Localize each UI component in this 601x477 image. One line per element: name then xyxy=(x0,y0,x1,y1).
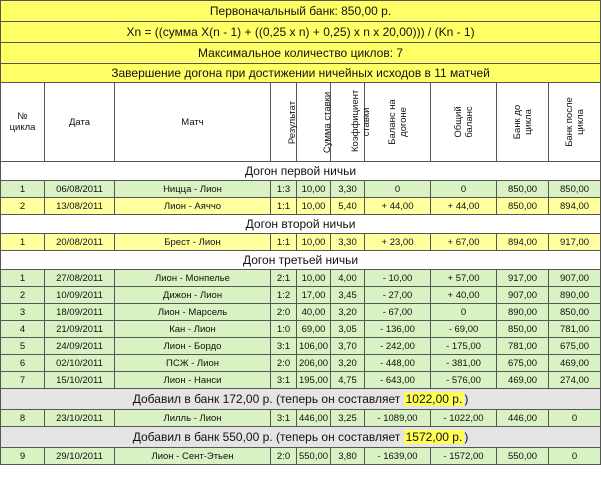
cell-date: 02/10/2011 xyxy=(45,355,115,372)
cell-result: 1:2 xyxy=(271,287,297,304)
cell-result: 2:0 xyxy=(271,448,297,465)
cell-balance-total: - 1022,00 xyxy=(431,410,497,427)
section-third-draw: Догон третьей ничьи xyxy=(1,251,601,270)
cell-bank-before: 850,00 xyxy=(497,321,549,338)
cell-stake: 206,00 xyxy=(297,355,331,372)
table-row xyxy=(1,410,601,427)
section-first-draw: Догон первой ничьи xyxy=(1,162,601,181)
cell-num: 1 xyxy=(1,234,45,251)
cell-result: 1:1 xyxy=(271,234,297,251)
cell-stake: 10,00 xyxy=(297,181,331,198)
bank-top-up-1: Добавил в банк 172,00 р. (теперь он составляет 1022,00 р. ) xyxy=(1,389,601,410)
cell-balance-chase: - 643,00 xyxy=(365,372,431,389)
cell-stake: 550,00 xyxy=(297,448,331,465)
cell-bank-before: 781,00 xyxy=(497,338,549,355)
cell-match: Ницца - Лион xyxy=(115,181,271,198)
cell-stake: 69,00 xyxy=(297,321,331,338)
bank-top-up-2: Добавил в банк 550,00 р. (теперь он составляет 1572,00 р. ) xyxy=(1,427,601,448)
cell-bank-before: 907,00 xyxy=(497,287,549,304)
col-result: Результат xyxy=(271,83,297,162)
cell-bank-before: 469,00 xyxy=(497,372,549,389)
cell-coef: 3,05 xyxy=(331,321,365,338)
cell-match: Лион - Монпелье xyxy=(115,270,271,287)
cell-num: 1 xyxy=(1,270,45,287)
table-row xyxy=(1,338,601,355)
cell-num: 7 xyxy=(1,372,45,389)
cell-coef: 3,20 xyxy=(331,355,365,372)
cell-match: Лион - Нанси xyxy=(115,372,271,389)
table-row xyxy=(1,198,601,215)
cell-coef: 4,00 xyxy=(331,270,365,287)
cell-balance-total: + 67,00 xyxy=(431,234,497,251)
cell-date: 13/08/2011 xyxy=(45,198,115,215)
cell-result: 3:1 xyxy=(271,372,297,389)
formula-line: Xn = ((сумма X(n - 1) + ((0,25 x n) + 0,25) x n x 20,00))) / (Kn - 1) xyxy=(1,22,601,43)
cell-date: 10/09/2011 xyxy=(45,287,115,304)
cell-balance-total: - 1572,00 xyxy=(431,448,497,465)
cell-bank-after: 0 xyxy=(549,448,601,465)
cell-balance-chase: 0 xyxy=(365,181,431,198)
cell-date: 27/08/2011 xyxy=(45,270,115,287)
table-row xyxy=(1,234,601,251)
cell-bank-before: 894,00 xyxy=(497,234,549,251)
cell-match: Брест - Лион xyxy=(115,234,271,251)
cell-bank-before: 550,00 xyxy=(497,448,549,465)
cell-balance-chase: - 136,00 xyxy=(365,321,431,338)
table-row xyxy=(1,287,601,304)
cell-bank-after: 907,00 xyxy=(549,270,601,287)
cell-num: 2 xyxy=(1,198,45,215)
cell-match: Дижон - Лион xyxy=(115,287,271,304)
cell-result: 3:1 xyxy=(271,410,297,427)
cell-bank-before: 850,00 xyxy=(497,198,549,215)
cell-result: 1:0 xyxy=(271,321,297,338)
cell-balance-total: 0 xyxy=(431,181,497,198)
cell-balance-total: + 57,00 xyxy=(431,270,497,287)
cell-num: 4 xyxy=(1,321,45,338)
cell-date: 29/10/2011 xyxy=(45,448,115,465)
table-row xyxy=(1,321,601,338)
cell-stake: 40,00 xyxy=(297,304,331,321)
cell-bank-before: 917,00 xyxy=(497,270,549,287)
cell-bank-after: 675,00 xyxy=(549,338,601,355)
cell-result: 2:1 xyxy=(271,270,297,287)
cell-stake: 10,00 xyxy=(297,270,331,287)
cell-bank-before: 850,00 xyxy=(497,181,549,198)
cell-balance-chase: - 27,00 xyxy=(365,287,431,304)
cell-bank-after: 781,00 xyxy=(549,321,601,338)
cell-bank-after: 469,00 xyxy=(549,355,601,372)
col-cycle-number: № цикла xyxy=(1,83,45,162)
cell-balance-total: + 40,00 xyxy=(431,287,497,304)
cell-stake: 17,00 xyxy=(297,287,331,304)
cell-result: 1:1 xyxy=(271,198,297,215)
col-balance-total: Общий баланс xyxy=(431,83,497,162)
cell-bank-after: 890,00 xyxy=(549,287,601,304)
table-row xyxy=(1,448,601,465)
cell-bank-before: 675,00 xyxy=(497,355,549,372)
col-bank-before: Банк до цикла xyxy=(497,83,549,162)
cell-bank-after: 894,00 xyxy=(549,198,601,215)
new-bank-value: 1572,00 р. xyxy=(405,430,463,444)
cell-coef: 3,45 xyxy=(331,287,365,304)
cell-match: Лион - Бордо xyxy=(115,338,271,355)
cell-coef: 3,80 xyxy=(331,448,365,465)
col-balance-chase: Баланс на догоне xyxy=(365,83,431,162)
new-bank-value: 1022,00 р. xyxy=(405,392,463,406)
cell-balance-total: - 576,00 xyxy=(431,372,497,389)
cell-num: 1 xyxy=(1,181,45,198)
cell-balance-chase: - 242,00 xyxy=(365,338,431,355)
cell-match: Лион - Сент-Этьен xyxy=(115,448,271,465)
cell-num: 6 xyxy=(1,355,45,372)
cell-balance-chase: - 1639,00 xyxy=(365,448,431,465)
cell-balance-total: - 175,00 xyxy=(431,338,497,355)
col-bank-after: Банк после цикла xyxy=(549,83,601,162)
cell-date: 23/10/2011 xyxy=(45,410,115,427)
cell-coef: 4,75 xyxy=(331,372,365,389)
initial-bank-title: Первоначальный банк: 850,00 р. xyxy=(1,1,601,22)
cell-result: 2:0 xyxy=(271,304,297,321)
col-coef: Коэффициент ставки xyxy=(331,83,365,162)
table-row xyxy=(1,181,601,198)
cell-balance-total: 0 xyxy=(431,304,497,321)
cell-match: Лилль - Лион xyxy=(115,410,271,427)
cell-stake: 10,00 xyxy=(297,234,331,251)
cell-num: 8 xyxy=(1,410,45,427)
max-cycles-line: Максимальное количество циклов: 7 xyxy=(1,43,601,64)
cell-date: 15/10/2011 xyxy=(45,372,115,389)
cell-balance-chase: + 23,00 xyxy=(365,234,431,251)
cell-bank-after: 274,00 xyxy=(549,372,601,389)
cell-stake: 10,00 xyxy=(297,198,331,215)
table-row xyxy=(1,270,601,287)
cell-coef: 3,20 xyxy=(331,304,365,321)
cell-balance-total: + 44,00 xyxy=(431,198,497,215)
cell-date: 24/09/2011 xyxy=(45,338,115,355)
chase-end-line: Завершение догона при достижении ничейных исходов в 11 матчей xyxy=(1,64,601,83)
cell-match: ПСЖ - Лион xyxy=(115,355,271,372)
cell-result: 1:3 xyxy=(271,181,297,198)
cell-date: 18/09/2011 xyxy=(45,304,115,321)
cell-balance-chase: + 44,00 xyxy=(365,198,431,215)
col-date: Дата xyxy=(45,83,115,162)
table-row xyxy=(1,304,601,321)
cell-balance-total: - 69,00 xyxy=(431,321,497,338)
cell-coef: 3,70 xyxy=(331,338,365,355)
cell-match: Кан - Лион xyxy=(115,321,271,338)
cell-bank-before: 890,00 xyxy=(497,304,549,321)
cell-coef: 5,40 xyxy=(331,198,365,215)
cell-balance-chase: - 1089,00 xyxy=(365,410,431,427)
cell-bank-after: 917,00 xyxy=(549,234,601,251)
table-row xyxy=(1,372,601,389)
cell-result: 3:1 xyxy=(271,338,297,355)
cell-stake: 106,00 xyxy=(297,338,331,355)
cell-balance-total: - 381,00 xyxy=(431,355,497,372)
cell-coef: 3,30 xyxy=(331,234,365,251)
section-second-draw: Догон второй ничьи xyxy=(1,215,601,234)
cell-stake: 195,00 xyxy=(297,372,331,389)
cell-bank-after: 0 xyxy=(549,410,601,427)
col-match: Матч xyxy=(115,83,271,162)
cell-bank-before: 446,00 xyxy=(497,410,549,427)
cell-result: 2:0 xyxy=(271,355,297,372)
col-stake: Сумма ставки xyxy=(297,83,331,162)
cell-num: 2 xyxy=(1,287,45,304)
cell-num: 9 xyxy=(1,448,45,465)
cell-date: 06/08/2011 xyxy=(45,181,115,198)
cell-date: 21/09/2011 xyxy=(45,321,115,338)
cell-bank-after: 850,00 xyxy=(549,181,601,198)
cell-num: 3 xyxy=(1,304,45,321)
cell-num: 5 xyxy=(1,338,45,355)
table-row xyxy=(1,355,601,372)
cell-balance-chase: - 448,00 xyxy=(365,355,431,372)
cell-stake: 446,00 xyxy=(297,410,331,427)
cell-match: Лион - Марсель xyxy=(115,304,271,321)
cell-balance-chase: - 10,00 xyxy=(365,270,431,287)
cell-coef: 3,25 xyxy=(331,410,365,427)
cell-bank-after: 850,00 xyxy=(549,304,601,321)
cell-coef: 3,30 xyxy=(331,181,365,198)
cell-match: Лион - Аяччо xyxy=(115,198,271,215)
cell-balance-chase: - 67,00 xyxy=(365,304,431,321)
cell-date: 20/08/2011 xyxy=(45,234,115,251)
